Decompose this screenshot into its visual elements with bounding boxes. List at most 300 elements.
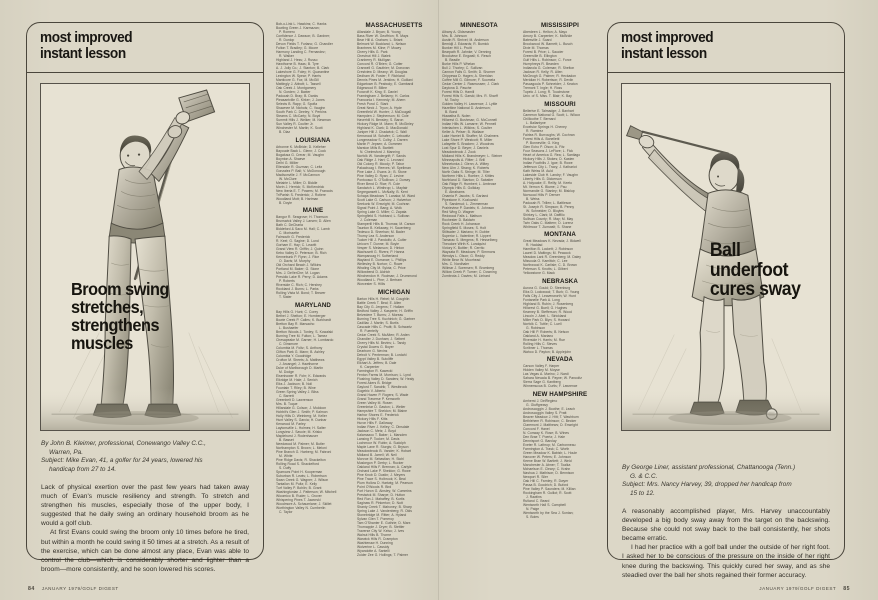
directory-entry: K. Carpenter — [360, 364, 380, 369]
directory-entry: Bedford Valley J. Kasperin; H. Griffin — [357, 308, 413, 313]
directory-entry: Bay Hills G. Hunt; C. Corey — [276, 309, 319, 314]
directory-entry: Segregansett L. McNally; B. Kent — [357, 190, 408, 194]
directory-entry: Chestnut Hill J. Bialek — [357, 54, 391, 58]
directory-entry: Indian Hills W. Lamarre; W. Pennell — [442, 122, 497, 126]
directory-entry: Bull J. Thorley; C. Sullivan — [442, 66, 483, 70]
directory-entry: B. Weiss — [526, 196, 540, 201]
page-right — [439, 0, 878, 600]
directory-entry: Wentworth Hall S. Campbell — [523, 502, 566, 507]
directory-entry: Fenton Farms M. Morrison; L. Lynd — [357, 372, 411, 377]
directory-entry: Old Orchard Beach J. Wilkins — [276, 263, 322, 267]
directory-entry: Cannon Falls G. Smith; D. Shomer — [442, 70, 496, 74]
directory-entry: Maple Lane R. Sturgis; G. Bryson — [357, 444, 409, 449]
directory-entry: Tedesco D. Sheehan; M. Bader — [357, 230, 405, 234]
directory-entry: Crystal Downs G. Boyer — [357, 344, 394, 349]
directory-entry: Golden Valley H. Lawrence; J. Lyttle — [442, 102, 498, 106]
directory-entry: Greenbriar D. Gaston; L. Weiler — [357, 404, 406, 409]
directory-state-heading: NEBRASKA — [542, 277, 578, 285]
directory-entry: Aberdeen L. Helton; A. Mayo — [523, 30, 568, 34]
directory-state-heading: MISSOURI — [544, 100, 576, 108]
directory-entry: Elks D. Lockwood; T. Burk; G. Young — [523, 289, 580, 294]
directory-entry: Rockland J. Burns; L. Parks — [276, 287, 319, 291]
directory-entry: Bretton Woods J. Tonley; S. Kowalski — [276, 329, 333, 334]
directory-entry: Wampanoag H. Sutherland — [357, 254, 399, 258]
directory-entry: Excelsior Springs H. Cheney — [523, 124, 567, 129]
directory-entry: Huron Hills F. Galloway — [357, 420, 393, 425]
directory-entry: Marston Mills B. Bartlett — [357, 146, 394, 150]
directory-entry: Falmouth G. Frederick — [276, 235, 311, 239]
directory-entry: Green Spring Valley J. Bliss — [276, 389, 319, 394]
directory-columns-left — [276, 22, 432, 557]
directory-entry: Redwood Falls L. Mattson — [442, 214, 482, 218]
directory-entry: Sierra Sage G. Kantberg — [523, 380, 561, 384]
directory-entry: R. Haddad — [526, 243, 543, 247]
directory-entry: Gulf Hills L. Robinson; C. Force — [523, 58, 572, 62]
directory-entry: Paducah R. Trillen; L. Battleson — [523, 200, 572, 205]
directory-state-heading: MASSACHUSETTS — [365, 22, 423, 29]
lesson-panel-left — [26, 22, 264, 573]
directory-entry: M. Dodge — [279, 369, 294, 374]
directory-entry: Hazeltine National D. Anderson; — [442, 106, 491, 110]
directory-entry: Manchester A. Abner; T. Toalka — [523, 462, 571, 467]
directory-entry: Shawnee M. Nichols; C. Vaughn — [276, 106, 326, 110]
directory-entry: Orchard Lake P. Sheldon; G. Rowe — [357, 468, 411, 473]
page-number-right: 85 — [843, 586, 850, 592]
directory-entry: Highland K. Clark; D. MacDonald — [357, 126, 408, 130]
directory-entry: Stonebridge M. Ritter; A. Hyland — [357, 512, 407, 517]
directory-entry: Superior L. Valentine; R. Lippert — [442, 234, 491, 238]
directory-entry: Thornapple J. Dryer; B. Stettler — [357, 524, 405, 529]
directory-entry: Madisonville J. F. McCannon — [276, 172, 320, 177]
directory-entry: Spring Lake G. Miller; C. Zapata — [357, 210, 407, 214]
directory-entry: Gonzalez P. Ball; V. McDonough — [276, 168, 326, 173]
directory-entry: Brookwood W. Barnett; L. Busch — [523, 42, 573, 46]
directory-entry: Pine Trace S. Holbrook; K. Beal — [357, 476, 406, 481]
lesson-panel-right — [607, 22, 845, 579]
directory-entry: Dearborn G. Nevins — [357, 348, 388, 353]
directory-entry: Washtenaw H. Dunning — [357, 540, 393, 545]
byline-line: By George Liner, assistant professional, Chattanooga (Tenn.) — [622, 464, 796, 471]
directory-entry: Den Brae T. Poertz; J. Hale — [523, 434, 565, 439]
directory-entry: Albany A. Oldsmaster — [442, 30, 475, 34]
directory-entry: Springfield S. Hubbard; L. Sullivan — [357, 214, 410, 218]
directory-entry: Wyandotte A. Santelli — [357, 548, 390, 553]
directory-entry: Woodland Mott; B. Hartman — [276, 196, 319, 201]
directory-entry: Monroe M. Sebastian; H. Stohl — [357, 456, 404, 461]
directory-entry: Oak Hill P. Roberts; B. Nelson — [523, 329, 569, 334]
directory-entry: Lincoln J. Abel; L. Strickland — [523, 313, 567, 318]
directory-entry: Prestwick M. Sharpe; D. Hutton — [357, 492, 406, 497]
directory-entry: Winchester M. Martin; K. Scott — [276, 126, 323, 130]
directory-column — [523, 22, 597, 519]
directory-entry: Passa B. Goodrich; D. Buford — [523, 482, 569, 487]
directory-entry: Mrs. J. DeVerChe; M. Logan — [276, 271, 320, 275]
directory-entry: Brunswick Valley J. Larsen; D. Allen — [276, 219, 331, 223]
directory-entry: Oak Hill C. Farnley; R. Dwyer — [523, 478, 569, 483]
directory-entry: Meadow Lark R. Greenberg; M. Daley — [523, 255, 581, 259]
body-left — [41, 483, 249, 574]
directory-entry: Paducah D. Bray; B. Danks — [276, 94, 319, 98]
directory-entry: Sylvan Glen T. Pomeroy — [357, 516, 394, 521]
directory-entry: N. Chelmsford J. Manning — [360, 150, 400, 154]
directory-entry-list — [523, 30, 597, 98]
directory-entry: Bangor R. Seagrove; H. Thomson — [276, 215, 328, 219]
directory-entry: Clifton Park G. Mann; B. Ashley — [276, 349, 325, 354]
directory-entry: Grand Traverse P. Kenworth — [357, 396, 401, 401]
directory-entry: Lansing P. Tooker; M. Davis — [357, 436, 400, 441]
directory-state-heading: NEVADA — [546, 356, 574, 363]
directory-entry: L. Ballantyne — [526, 120, 546, 125]
directory-entry: Bear Hill A. Graham; L. Briant — [357, 38, 403, 42]
directory-entry: L. Bushaefer — [279, 325, 299, 330]
directory-entry: J. Rawlins — [526, 494, 542, 499]
directory-entry: Wayzata R. Meadows; P. Simmons — [442, 250, 496, 254]
footer-right — [759, 586, 850, 592]
directory-entry: Greenville B. Ellington — [523, 54, 557, 58]
footer-left — [28, 586, 119, 592]
directory-entry: Hickory Ridge M. Mann; R. McGinley — [357, 122, 414, 126]
directory-entry: White Bear W. Moorhead — [442, 258, 481, 262]
directory-entry: Forest Hills A. Bonelletti — [523, 136, 560, 141]
directory-entry: Bogalusa G. Crerar; M. Vaughn — [276, 152, 324, 157]
directory-entry: Sparrows Point H. Kooperman — [276, 469, 323, 474]
directory-entry: Concord F. Hanel — [523, 426, 550, 431]
directory-entry: Claremont J. Matthews; D. Enwright — [523, 422, 578, 427]
directory-entry: Humphreys R. Bearden — [523, 62, 559, 66]
directory-entry: B. Basset — [279, 437, 294, 442]
directory-entry: Elkhart A. Jeffers; B. Dale — [357, 360, 397, 365]
directory-entry-list — [523, 364, 597, 388]
directory-entry: Dennis Pines M. Jenkins; H. Guiliani — [357, 78, 413, 82]
directory-entry: Turf Valley P. Bohlin; B. Grant — [276, 485, 322, 490]
directory-entry: Hampshire T. Sheldon; M. Blaine — [357, 408, 408, 413]
directory-entry: Norfolk W. Vandergrift; F. Sands — [357, 154, 406, 158]
directory-entry: Kebo Valley D. Peterson; B. Rich — [276, 251, 327, 255]
directory-entry: Amherst J. DelRegimo — [523, 398, 558, 403]
directory-entry-list — [523, 239, 597, 275]
directory-entry: Harbor Shores E. Frederick — [357, 412, 399, 417]
directory-entry: River Bend D. Rice; R. Cole — [357, 182, 400, 186]
directory-entry: Nashua J. Mathison; D. Bennison — [523, 470, 575, 475]
directory-entry: C. Dinsmore — [279, 341, 298, 346]
directory-entry: Rochester D. Baldwin — [442, 218, 475, 222]
directory-entry: E. Abrahams — [445, 190, 465, 194]
directory-entry: N. Paige — [526, 506, 540, 511]
directory-entry: Pascagoula P. Schneider; J. Keaton — [523, 82, 578, 86]
directory-state-heading: MISSISSIPPI — [541, 22, 579, 29]
directory-entry: Midland Hills K. Brandmeyer; L. Steiner — [442, 154, 503, 158]
directory-entry: Wayland E. Dorrance; L. Phillips — [357, 258, 407, 262]
directory-entry: Stillwater J. Mariano; H. Dubbe — [442, 230, 490, 234]
directory-entry: Great Meadows K. Nevada; J. Bidwell — [523, 239, 581, 243]
directory-entry: Bay City G. Jergens; T. Hallam — [357, 304, 405, 309]
byline-line: 15 to 12. — [630, 489, 655, 497]
directory-entry: Elks J. Jackson; B. Noll — [276, 381, 313, 386]
kicker-line-1: most improved — [621, 30, 714, 46]
directory-entry: Columbia M. Foltz; S. Anthony — [276, 345, 323, 350]
directory-entry: Suburban R. Lewis; L. Robertson — [276, 473, 327, 478]
directory-entry: R. Dunlop — [279, 38, 295, 42]
directory-entry: Batesville J. Soard — [523, 38, 552, 42]
directory-entry: G. Giuffgreavy — [526, 402, 548, 407]
directory-entry: Hillcrest G. Buell; G. Hughes — [523, 305, 567, 310]
directory-column — [442, 22, 516, 519]
directory-entry: W. Schneider; D. Bloyles — [526, 208, 564, 213]
directory-entry: Belvedere T. Burns; J. Moreau — [357, 312, 404, 317]
directory-entry: Hickory Hills J. Stokes; D. Kasten — [523, 156, 575, 161]
directory-entry: Bayoude Back L. Glenn; J. Cook — [276, 148, 326, 153]
directory-entry: Pipestone K. Kozlowski — [442, 198, 478, 202]
directory-entry: S. Sanderud; L. Zimmerman — [445, 202, 489, 206]
directory-entry: Tantallon M. Pultz; E. Kelly — [276, 481, 317, 486]
directory-entry: Oakland A. Mariano — [523, 333, 554, 338]
panel-header-left — [27, 23, 263, 73]
directory-entry: Winnemucca B. Curtis; F. Lawrence — [523, 384, 578, 388]
directory-entry: Bass River W. Geoffrion; R. Mays — [357, 34, 409, 38]
directory-entry: Hamilton B. Lockett; J. Robinson — [523, 247, 573, 251]
directory-entry: Interlachen L. Wilkins; S. Coulter — [442, 126, 492, 130]
body-right — [622, 507, 830, 580]
directory-entry-list — [276, 215, 350, 299]
directory-entry: Worcester S. Hillis — [357, 282, 386, 286]
directory-entry: B. Diaz — [279, 130, 291, 134]
body-paragraph: I had her practice with a golf ball under the outside of her right foot. I asked her to be conscious of the pressure on the inside of her right knee during the backswing. This quickly cured her sway, and as she steadied over the ball her shots regained their former accuracy. — [622, 544, 830, 579]
directory-entry: Forest Hills S. Garski; Mrs. R. Sharff — [442, 94, 498, 98]
directory-entry: C. Barrett — [279, 393, 294, 398]
directory-entry: Tam O'Shanter E. Guthrie; D. Marx — [357, 520, 411, 525]
directory-state-heading: NEW HAMPSHIRE — [532, 390, 588, 398]
directory-entry: Rutland C. Beard — [523, 498, 550, 503]
directory-entry: Arbonne K. McBride; D. Kelleher — [276, 144, 326, 149]
directory-state-heading: MINNESOTA — [460, 22, 498, 29]
byline-right — [622, 464, 830, 498]
directory-entry: Pakachoag I. Reeves; W. Spellman — [357, 166, 411, 170]
directory-entry: Norfolk C. Tuttle; C. Luell — [523, 321, 562, 326]
directory-entry: Mrs. B. Tuque — [276, 401, 298, 406]
directory-entry: Fontanelle Park A. Long — [523, 297, 560, 302]
directory-entry: Sullivan County; R. May; M. May — [523, 216, 574, 221]
directory-entry: Ellendale R. Guzman; C. Leitz — [276, 164, 323, 169]
directory-entry: Wahoo D. Payton; B. Applejohn — [523, 349, 572, 354]
byline-line: G. & C.C. — [630, 472, 658, 480]
directory-entry: Pine Knob D. Dustin; J. Meyers — [357, 472, 406, 477]
directory-entry: Spring Lake J. Vandenberg; R. Olds — [357, 508, 412, 513]
directory-entry: Selects B. Rapp; G. Spofia — [276, 102, 318, 106]
directory-entry: Onamia P. Jacobs; S. Garland — [442, 194, 489, 198]
directory-entry-list — [276, 22, 350, 134]
directory-entry: W. McClure — [279, 176, 297, 181]
directory-entry: Cranberry R. Mulligan — [357, 58, 391, 62]
directory-entry: Highland B. Rubin; J. Rosenberg — [523, 301, 574, 306]
directory-entry: Pine Lake J. Evans Jr.; B. Stone — [357, 170, 407, 174]
directory-entry: Forest Hills D. Hamill — [442, 90, 475, 94]
directory-entry: Seekonk W. Enwright; M. Cochran — [357, 202, 410, 206]
directory-entry: Farmington A. Trask; C. Worth — [523, 446, 570, 451]
directory-entry: B. Bond — [445, 110, 458, 114]
directory-entry: South Park C. Deeley; Y. Perkins — [276, 110, 327, 114]
directory-entry: Meadowbrook B. Vander; K. Hobart — [357, 448, 411, 453]
directory-entry: Burke Hills P. Whelan — [442, 62, 475, 66]
directory-entry: Chesapeake M. Garner; H. Lombardo — [276, 337, 334, 342]
directory-entry: Zuider Zee G. Hollings; T. Palmer — [357, 552, 409, 557]
directory-entry: Bob-o-Link L. Hawkins; C. Hanks — [276, 22, 327, 26]
directory-entry: Bethlehem R. Robinson; C. Becker — [523, 418, 577, 423]
directory-entry: Rolling Vista M. Bond; T. Brewer — [276, 291, 326, 295]
directory-entry: Glen Echo P. Olson; A. Fitz — [523, 144, 565, 149]
directory-entry: Wachusett G. Rivers; P. Hanna — [357, 250, 405, 254]
directory-entry: Riverside C. Rich; C. Hershey — [276, 283, 322, 287]
directory-entry: Flushing Valley D. Sanders; W. Healy — [357, 376, 415, 381]
directory-entry: Framingham J. Bellamy; H. Carlos — [357, 94, 410, 98]
directory-entry: Northampton S. Brown; L. Meloni — [276, 445, 327, 450]
directory-entry: Exeter R. Lathrop; M. Carbonneau — [523, 442, 576, 447]
directory-entry: Cascade Hills C. Pruitt; B. Schwartz — [357, 324, 412, 329]
directory-entry: Cranwell G. Gauthier; M. Donovan — [357, 66, 410, 70]
directory-entry: Old Colony R. Moody; P. Tabor — [357, 162, 405, 166]
directory-column — [357, 22, 431, 557]
directory-entry: Heart of America G. Rea; L. Santiago — [523, 152, 581, 157]
directory-columns-right — [442, 22, 600, 519]
directory-entry: Bemidji J. Edwards; R. Bumick — [442, 42, 489, 46]
directory-entry: R. Fuentelly — [360, 328, 379, 333]
directory-entry: B. Beadle — [445, 58, 460, 62]
directory-entry: Taunton B. Kellaway; H. Sauerberg — [357, 226, 411, 230]
directory-entry: Tamarac S. Mergens; R. Hesselberg — [442, 238, 498, 242]
directory-entry: Jackson R. Kelly; R. Allen — [523, 70, 563, 74]
directory-entry: Carson Valley F. Harper — [523, 364, 560, 368]
directory-entry: Franconia I. Kennedy; M. Ahern — [357, 98, 406, 102]
directory-entry: Coffee Mill G. Gilmore; F. Suomela — [442, 78, 496, 82]
directory-entry: Highland J. Hess; J. Russo — [276, 58, 318, 62]
directory-entry: Oakland Hills F. Brennan; A. Carlyle — [357, 464, 412, 469]
directory-entry: Bowling Green J. Karmazan; — [276, 26, 320, 30]
directory-entry: Unicorn T. Dunne; M. Boyle — [357, 242, 399, 246]
directory-entry: Bath C. DeCharla — [276, 223, 303, 227]
directory-entry: Presidio Lake R. Perry; D. Adams — [276, 275, 328, 279]
directory-entry: Lost Spur D. Beyer; J. Daniels — [442, 146, 489, 150]
directory-entry: Indianola G. Coleman; R. Shelton — [523, 66, 575, 70]
directory-entry: Aurora G. Gould; D. Steenburg — [523, 285, 571, 290]
directory-entry: Prairieview P. Daniels; K. Johnson — [442, 206, 495, 210]
body-paragraph: At first Evans could swing the broom only 10 times before he tired, but within a month he could swing it 50 times at a stretch. As a result of the exercise, which can be done almost any place, Evan was able to control the club—which is considerably shorter and lighter than a broom—more consistently, and he soon lowered his scores. — [41, 529, 249, 573]
directory-entry: Green Valley M. Rosen — [357, 400, 393, 405]
directory-entry: Hillandale G. Colson; J. Muldoon — [276, 405, 327, 410]
directory-entry-list — [523, 286, 597, 354]
directory-entry: G. Robinson — [526, 325, 546, 330]
directory-entry: Victory K. Buttler; R. Cerrito — [442, 246, 485, 250]
directory-entry: M. Touhy — [445, 98, 459, 102]
directory-entry: Dennisport G. Barclay — [523, 438, 557, 443]
directory-entry: Pine Branch G. Harberg; M. Fabroni — [276, 449, 332, 454]
directory-entry: Bowie Creek P. Calles; K. Burkhardt — [276, 317, 331, 322]
directory-entry: Indian River J. Kelley; C. Dinsdale — [357, 424, 410, 429]
directory-entry: Kath Weiss M. Auld — [523, 168, 553, 173]
directory-entry-list — [357, 30, 431, 286]
directory-entry: Lochmoor W. Rubin; A. Sudolph — [357, 440, 406, 445]
directory-entry: Androscoggin Valley S. Pratt — [523, 410, 567, 415]
directory-entry: Edgartown B. Peabody; E. Gambardi — [357, 82, 414, 86]
directory-entry: Saginaw R. Pinkerton; D. Nutt — [357, 500, 403, 505]
directory-entry: Tupelo J. Long; R. Touchstone — [523, 90, 570, 94]
directory-entry: Hampden J. Stephenson; M. Cole — [357, 114, 409, 118]
directory-entry: Point O'Woods R. Bird — [357, 484, 392, 489]
directory-entry: Whispering Pines T. Jaworski — [276, 497, 321, 502]
byline-line: Warren, Pa. — [49, 448, 83, 456]
byline-line: Subject: Mike Evan, 41, a golfer for 24 years, lowered his — [41, 457, 203, 465]
directory-entry: J. Coleman — [360, 218, 378, 222]
directory-entry: Foxcroft K. King; E. Daniel — [357, 90, 398, 94]
directory-entry: Northern Hills L. Roeber; J. Kittles — [442, 174, 495, 178]
directory-entry: Stearns C. McCarty; N. Boyd — [276, 114, 321, 118]
publication-line-right: JANUARY 1979/GOLF DIGEST — [759, 586, 837, 591]
directory-entry: Hanover W. Peters; E. Johnson — [523, 454, 572, 459]
directory-entry: Cherry Hills M. Bevins; L. Tandy — [357, 340, 406, 345]
directory-entry: Grand Haven P. Rogers; S. Wade — [357, 392, 409, 397]
directory-entry: Manticore G. Fox; M. McGill — [276, 78, 319, 82]
directory-entry: Indian Foothills J. Igoe; B. Rowe — [523, 160, 573, 165]
directory-entry: R. Ramirez — [526, 128, 544, 133]
directory-entry-list — [523, 399, 597, 519]
directory-entry: Forest B. Price; L. Saucier — [523, 50, 564, 54]
illustration-ball-underfoot — [621, 83, 831, 431]
directory-entry: Pontoosuc S. O'Sullivan; J. Dorsey — [357, 178, 411, 182]
directory-entry: Twin Oaks C. Mattern; D. Lorenz — [523, 220, 574, 225]
directory-entry: Red Run J. Mahaffey; B. Kurtis — [357, 496, 405, 501]
headline-left: Broom swing stretches, strengthens muscles — [71, 278, 169, 353]
directory-entry: Tucker Hill J. Pandolfo; A. Cutler — [357, 238, 407, 242]
directory-entry: Hobbit's Glen J. Smith; P. Kalmon — [276, 409, 328, 414]
directory-entry: P. Romero — [279, 30, 295, 34]
directory-entry: Greenfield W. Hunter; J. McDougall — [357, 110, 411, 114]
directory-entry: Pine Ridge Davis; R. Shackelton — [276, 457, 326, 462]
directory-entry: Eisenhower R. Fohr; K. Edwards — [276, 373, 326, 378]
directory-entry: Greenbelt D. Lawrenson — [276, 397, 314, 402]
directory-state-heading: MAINE — [302, 207, 324, 214]
directory-entry: Kennebunk P. Flynn; J. Rice — [276, 255, 320, 259]
directory-entry: R. Keel; G. Sagine; D. Lund — [276, 239, 319, 243]
directory-entry: Liberty Hills G. Dickerson — [523, 176, 562, 181]
directory-entry: O. Davis; M. Murphy — [279, 259, 311, 263]
directory-entry: Dixie M. Thomas — [523, 46, 549, 50]
illustration-broom-swing — [40, 83, 250, 431]
directory-entry: Miller Park D. Blyn; S. Howard — [523, 317, 570, 322]
directory-entry: Stamperill Hills B. Thomas; M. Carson — [357, 222, 416, 226]
directory-entry: Beaver Meadow J. Hitt; T. Washburn — [523, 414, 579, 419]
directory-entry: Rolling Hills C. Steves — [523, 341, 557, 346]
directory-entry: Midland B. Jarrell; W. Neil — [357, 452, 397, 457]
directory-entry: Woodland L. Pine; J. Bertram — [357, 278, 402, 282]
directory-entry: Kalamazoo T. Baker; L. Marsden — [357, 432, 407, 437]
directory-entry: Pine Valley D. Ryan; Z. Levine — [357, 174, 404, 178]
directory-entry: Jackson C. Metz; J. Boyd — [357, 428, 397, 433]
directory-entry: Daytona D. Pasche — [442, 86, 472, 90]
directory-entry: Pine Valley P. Saunders; M. Killian — [523, 486, 576, 491]
directory-entry: Four Seasons J. LeFlore; L. Fick — [523, 148, 573, 153]
directory-entry: Crestview D. Meany; W. Douglas — [357, 70, 408, 74]
directory-entry: Washingtonian J. Patterson; W. Mitchell — [276, 489, 337, 494]
directory-entry: Zumbrota J. Davies; M. Linhard — [442, 274, 491, 278]
directory-entry: Lakeshore G. Foley; H. Quarantine — [276, 70, 330, 74]
directory-entry: Newport R. Siler — [523, 474, 549, 479]
directory-entry: Columbia Y. Goodridge — [276, 353, 312, 358]
directory-entry: Gorham E. Hay; C. Leavitt — [276, 243, 317, 247]
directory-entry: Scott Lake G. Carlson; J. Halverton — [357, 198, 412, 202]
directory-entry: Whitmoor T. Zumwalt; S. Shane — [523, 224, 572, 229]
directory-entry: S. Boles — [526, 514, 539, 519]
directory-entry: Mchaelson E. Cleary; C. Krahn — [523, 466, 571, 471]
directory-entry: Haverhill N. Bensley; S. Baron — [357, 118, 404, 122]
directory-entry: Shanty Creek T. Mahoney; B. Sharp — [357, 504, 412, 509]
